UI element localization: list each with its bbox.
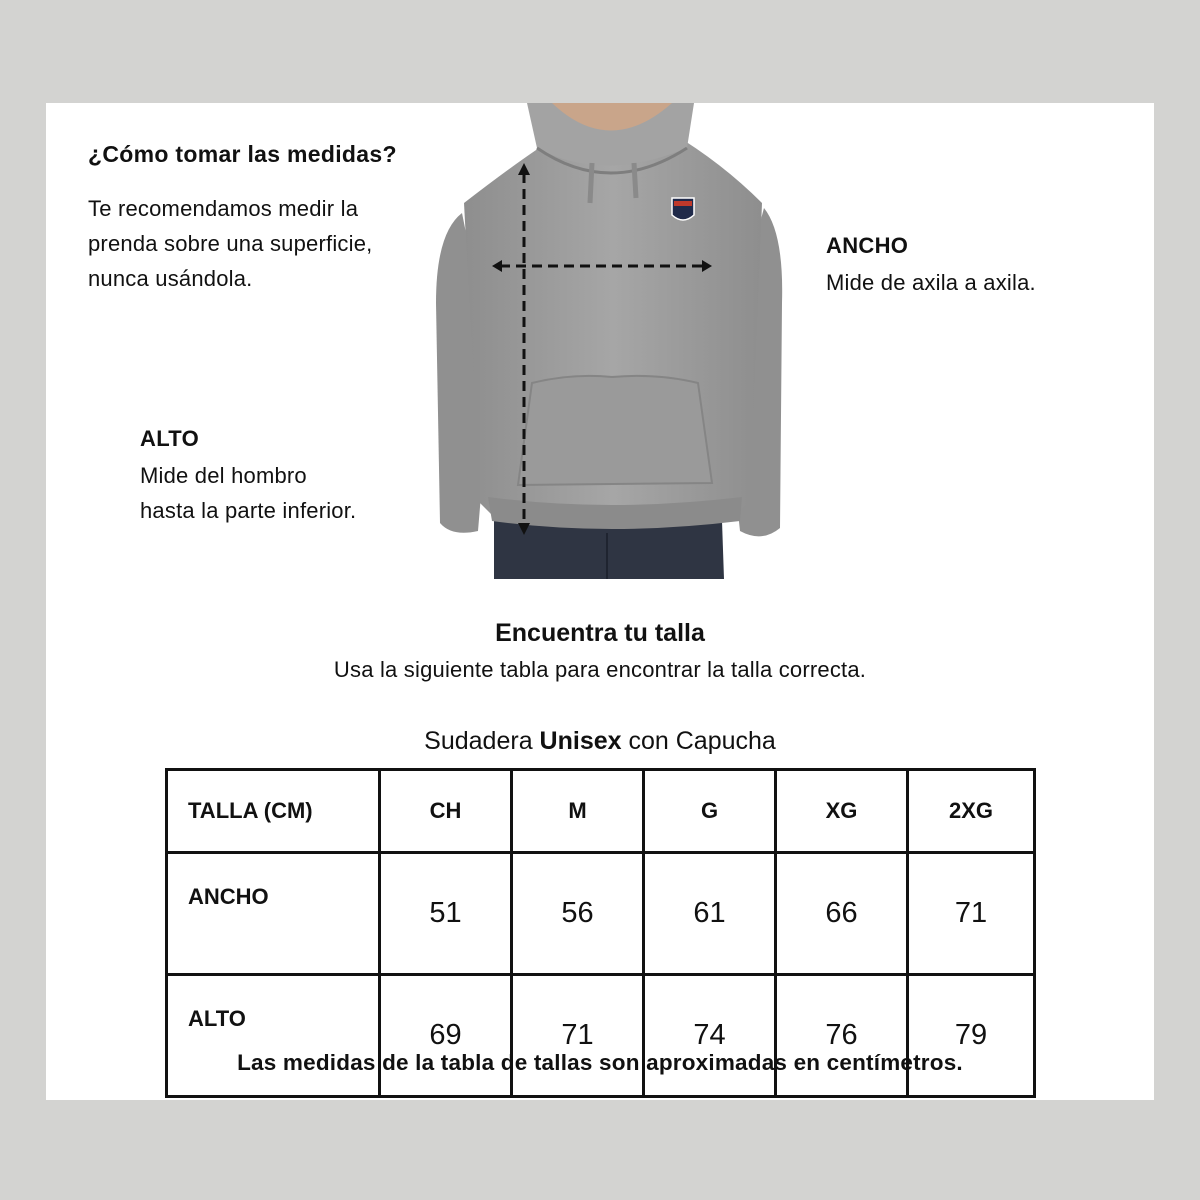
- size-table: [165, 768, 1036, 1098]
- header-cell: CH: [380, 770, 512, 853]
- caption-suffix: con Capucha: [621, 727, 776, 755]
- caption-prefix: Sudadera: [424, 727, 540, 755]
- header-cell: M: [512, 770, 644, 853]
- how-to-measure-text: [88, 191, 448, 296]
- table-row: [167, 975, 1035, 1097]
- find-size-subtitle: Usa la siguiente tabla para encontrar la talla correcta.: [333, 657, 867, 682]
- row-label: ALTO: [167, 975, 380, 1097]
- table-row: [167, 853, 1035, 975]
- width-description: Mide de axila a axila.: [826, 270, 1036, 295]
- find-size-title: Encuentra tu talla: [495, 619, 705, 647]
- table-cell: 69: [380, 975, 512, 1097]
- header-cell: XG: [776, 770, 908, 853]
- instruction-line: Te recomendamos medir la: [88, 196, 359, 221]
- table-cell: 61: [644, 853, 776, 975]
- header-cell: G: [644, 770, 776, 853]
- header-cell: TALLA (CM): [167, 770, 380, 853]
- hoodie-photo: [422, 103, 822, 579]
- table-cell: 66: [776, 853, 908, 975]
- table-cell: 71: [512, 975, 644, 1097]
- table-cell: 79: [908, 975, 1035, 1097]
- width-label: ANCHO: [826, 233, 909, 258]
- table-cell: 74: [644, 975, 776, 1097]
- table-cell: 51: [380, 853, 512, 975]
- table-caption: [46, 727, 1154, 756]
- table-footnote: Las medidas de la tabla de tallas son aproximadas en centímetros.: [237, 1050, 963, 1075]
- header-cell: 2XG: [908, 770, 1035, 853]
- height-description: [140, 458, 440, 528]
- row-label: ANCHO: [167, 853, 380, 975]
- table-cell: 56: [512, 853, 644, 975]
- height-line: hasta la parte inferior.: [140, 498, 357, 523]
- instruction-line: nunca usándola.: [88, 266, 253, 291]
- caption-bold: Unisex: [539, 727, 622, 755]
- table-header-row: [167, 770, 1035, 853]
- table-cell: 76: [776, 975, 908, 1097]
- how-to-measure-title: ¿Cómo tomar las medidas?: [88, 141, 397, 167]
- size-guide-card: [46, 103, 1154, 1100]
- table-cell: 71: [908, 853, 1035, 975]
- instruction-line: prenda sobre una superficie,: [88, 231, 373, 256]
- height-line: Mide del hombro: [140, 463, 307, 488]
- height-label: ALTO: [140, 426, 200, 451]
